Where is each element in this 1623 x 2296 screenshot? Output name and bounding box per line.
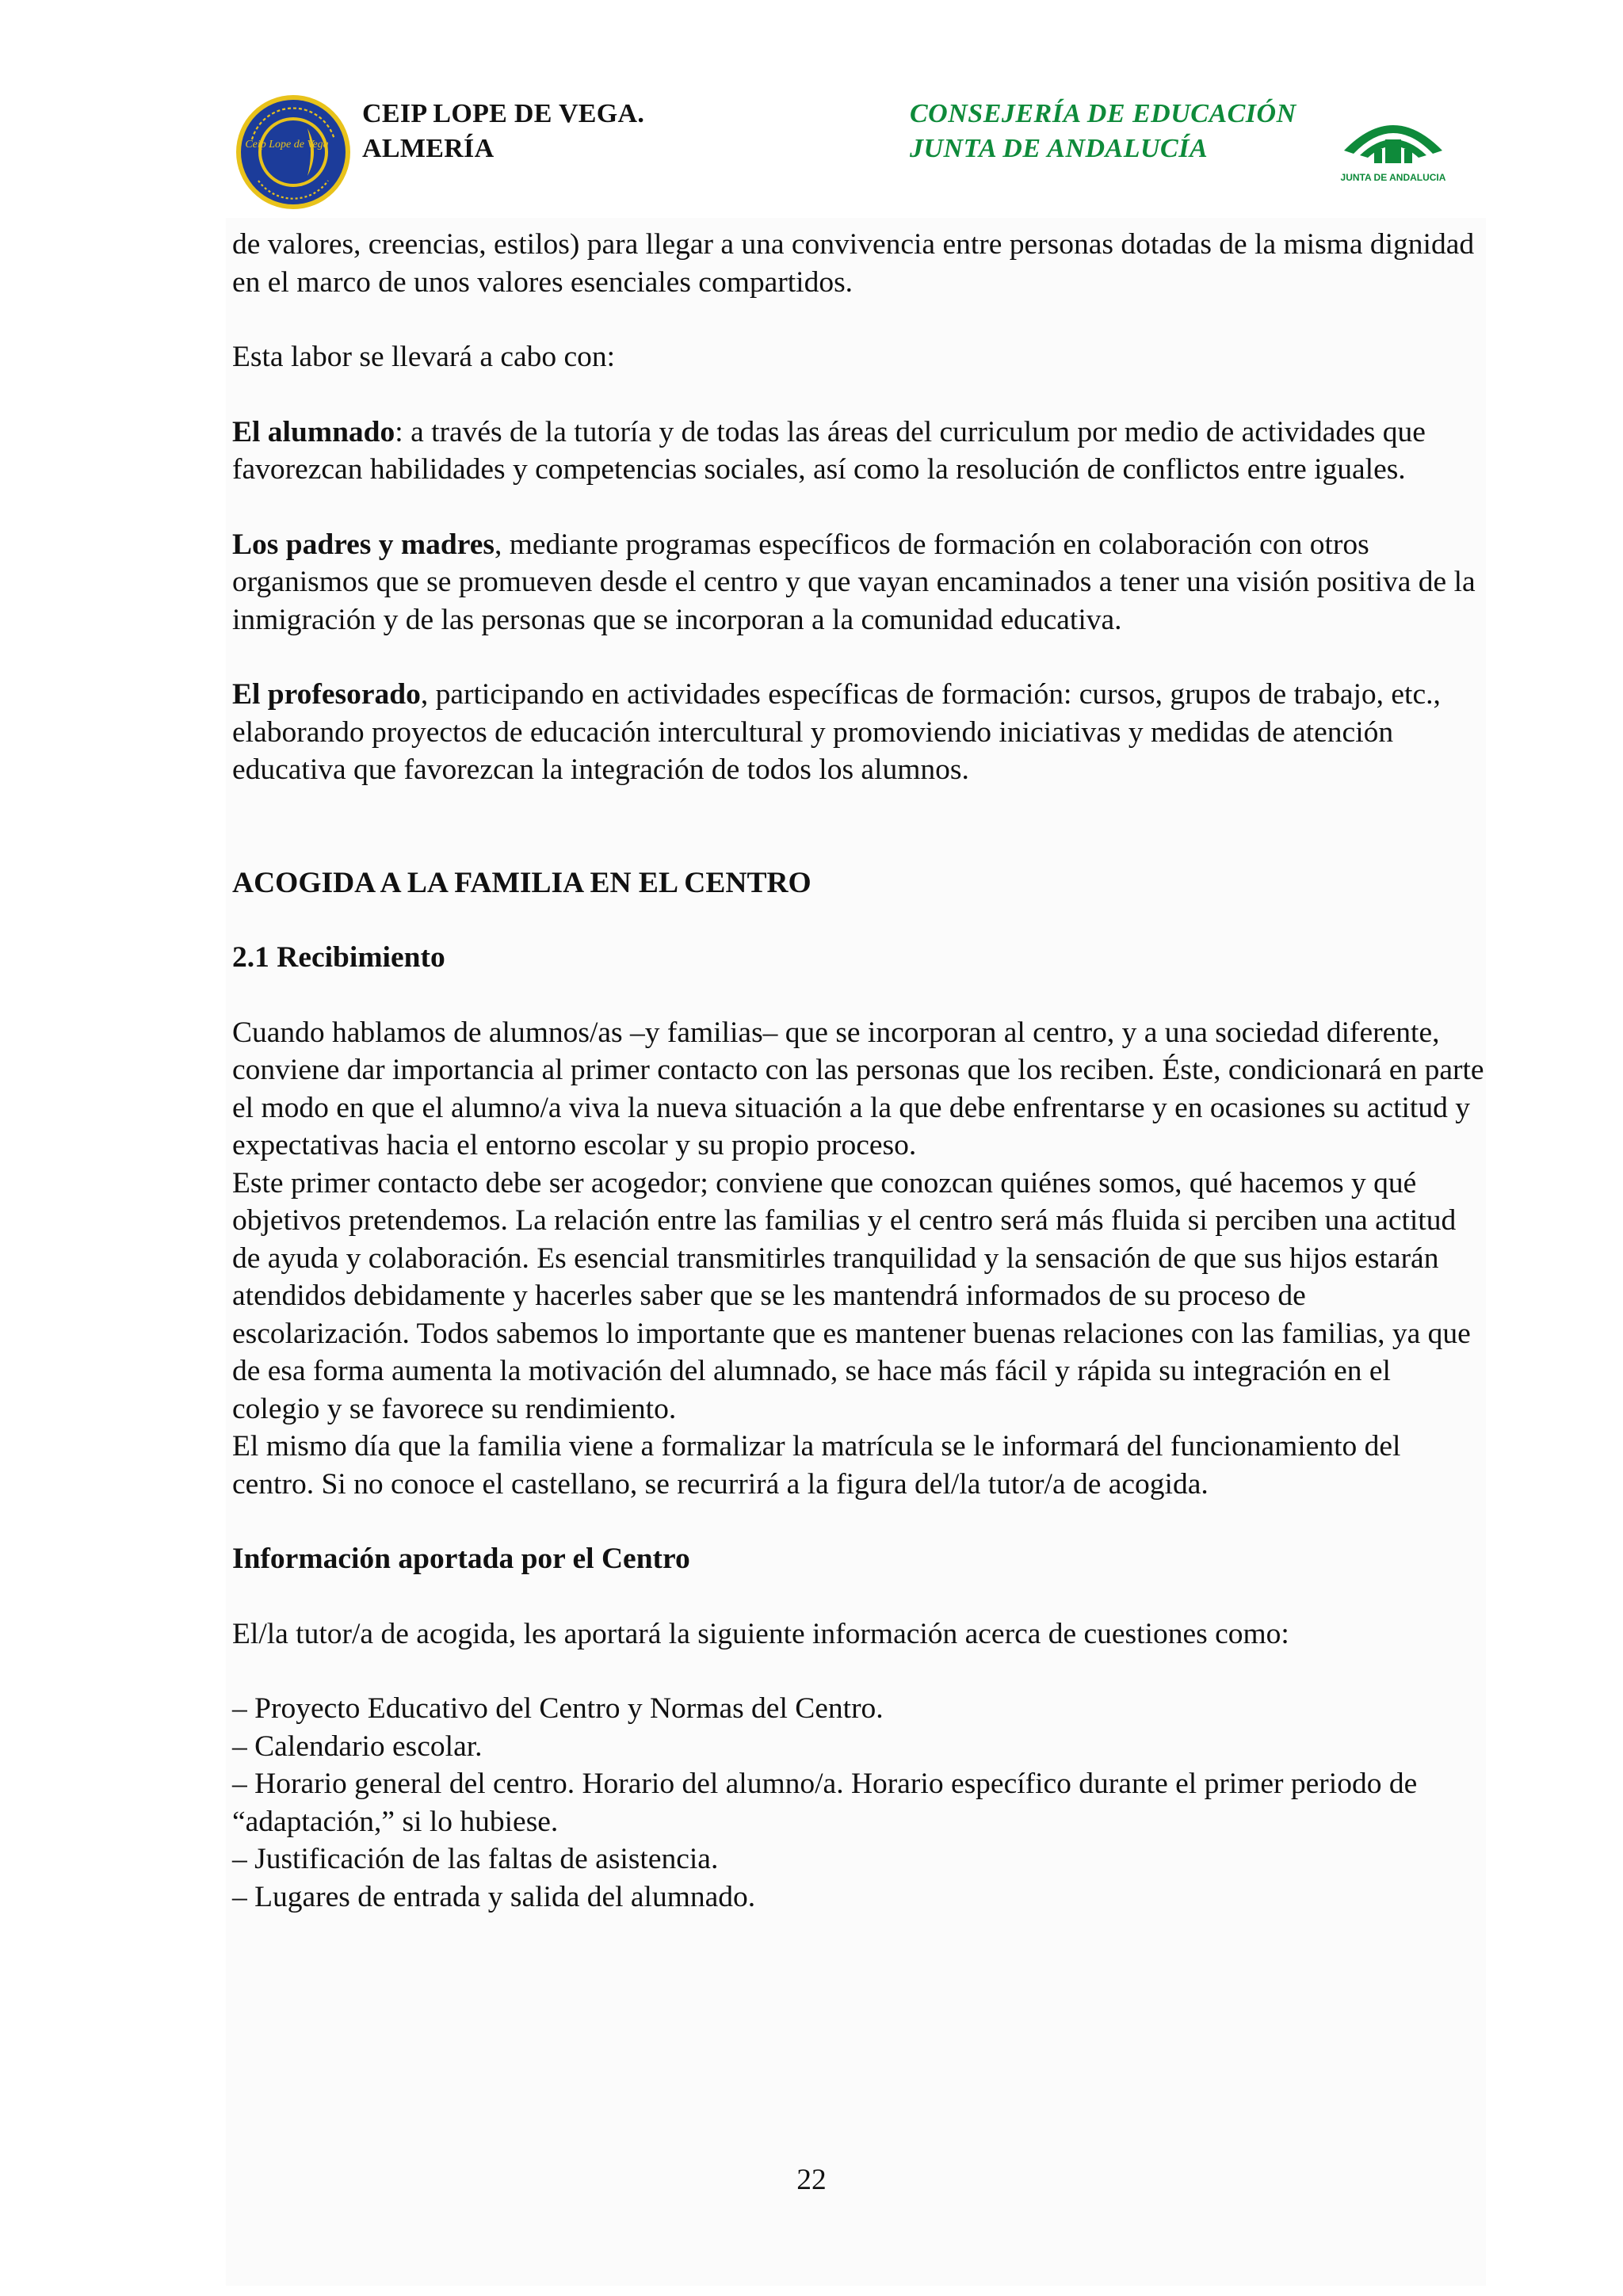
profesorado-paragraph	[232, 676, 1484, 789]
page-number: 22	[796, 2164, 827, 2196]
recibimiento-paragraph-1: Cuando hablamos de alumnos/as –y familias– que se incorporan al centro, y a una sociedad diferente, conviene dar importancia al primer contacto con las personas que los reciben. Éste, condicionará en parte el modo en que el alumno/a viva la nueva situación a la que debe enfrentarse y en ocasiones su actitud y expectativas hacia el entorno escolar y su propio proceso.	[232, 1016, 1484, 1161]
recibimiento-paragraph-2: Este primer contacto debe ser acogedor; conviene que conozcan quiénes somos, qué hacemos y qué objetivos pretendemos. La relación entre las familias y el centro será más fluida si perciben una actitud de ayuda y colaboración. Es esencial transmitirles tranquilidad y la sensación de que sus hijos estarán atendidos debidamente y hacerles saber que se les mantendrá informados de su proceso de escolarización. Todos sabemos lo importante que es mantener buenas relaciones con las familias, ya que de esa forma aumenta la motivación del alumnado, se hace más fácil y rápida su integración en el colegio y se favorece su rendimiento.	[232, 1166, 1471, 1425]
consejeria-title	[910, 97, 1296, 166]
alumnado-lead: El alumnado	[232, 415, 395, 448]
school-seal-icon	[235, 93, 352, 211]
subsection-heading-recibimiento: 2.1 Recibimiento	[232, 941, 445, 974]
section-heading-acogida: ACOGIDA A LA FAMILIA EN EL CENTRO	[232, 866, 812, 899]
padres-lead: Los padres y madres	[232, 528, 495, 561]
consejeria-line2: JUNTA DE ANDALUCÍA	[910, 134, 1209, 163]
document-body	[232, 226, 1484, 1916]
page-header	[0, 0, 1623, 222]
school-name-line2: ALMERÍA	[362, 134, 495, 163]
profesorado-lead: El profesorado	[232, 678, 421, 711]
list-item: – Horario general del centro. Horario del alumno/a. Horario específico durante el primer periodo de “adaptación,” si lo hubiese.	[232, 1768, 1418, 1838]
labor-paragraph: Esta labor se llevará a cabo con:	[232, 341, 616, 373]
padres-text: , mediante programas específicos de formación en colaboración con otros organismos que se promueven desde el centro y que vayan encaminados a tener una visión positiva de la inmigración y de las personas que se incorporan a la comunidad educativa.	[232, 528, 1476, 636]
informacion-intro: El/la tutor/a de acogida, les aportará la siguiente información acerca de cuestiones como:	[232, 1617, 1289, 1650]
consejeria-line1: CONSEJERÍA DE EDUCACIÓN	[910, 99, 1296, 128]
alumnado-text: : a través de la tutoría y de todas las áreas del curriculum por medio de actividades que favorezcan habilidades y competencias sociales, así como la resolución de conflictos entre iguales.	[232, 415, 1426, 486]
padres-paragraph	[232, 526, 1484, 639]
junta-andalucia-arch-icon	[1338, 105, 1449, 185]
profesorado-text: , participando en actividades específicas de formación: cursos, grupos de trabajo, etc., elaborando proyectos de educación intercultural y promoviendo iniciativas y medidas de atención educativa que favorezcan la integración de todos los alumnos.	[232, 678, 1441, 786]
subsection-heading-informacion: Información aportada por el Centro	[232, 1543, 690, 1575]
junta-logo-text: JUNTA DE ANDALUCIA	[1340, 172, 1446, 183]
informacion-list	[232, 1690, 1484, 1916]
intro-paragraph: de valores, creencias, estilos) para llegar a una convivencia entre personas dotadas de la misma dignidad en el marco de unos valores esenciales compartidos.	[232, 228, 1475, 299]
list-item: – Proyecto Educativo del Centro y Normas del Centro.	[232, 1692, 884, 1725]
school-seal-text: Ceip Lope de Vega	[245, 139, 329, 151]
school-name	[362, 97, 644, 166]
list-item: – Calendario escolar.	[232, 1730, 483, 1763]
school-name-line1: CEIP LOPE DE VEGA.	[362, 99, 645, 128]
list-item: – Lugares de entrada y salida del alumnado.	[232, 1880, 756, 1913]
recibimiento-paragraph-3: El mismo día que la familia viene a formalizar la matrícula se le informará del funcionamiento del centro. Si no conoce el castellano, se recurrirá a la figura del/la tutor/a de acogida.	[232, 1430, 1401, 1501]
alumnado-paragraph	[232, 414, 1484, 489]
list-item: – Justificación de las faltas de asistencia.	[232, 1843, 719, 1875]
